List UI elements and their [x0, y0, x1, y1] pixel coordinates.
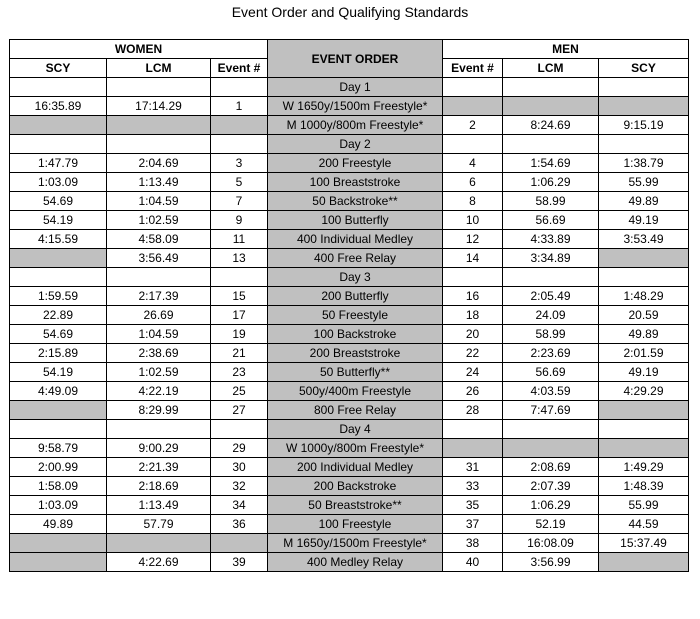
women-scy-cell: 1:58.09 [10, 477, 107, 496]
men-event-number-cell: 6 [443, 173, 503, 192]
men-event-number-cell: 28 [443, 401, 503, 420]
women-scy-cell: 54.69 [10, 192, 107, 211]
event-name-cell: 100 Butterfly [268, 211, 443, 230]
event-name-cell: 200 Freestyle [268, 154, 443, 173]
men-scy-cell: 1:48.29 [599, 287, 689, 306]
table-row [10, 458, 689, 477]
table-body [10, 78, 689, 572]
women-scy-cell [10, 534, 107, 553]
men-lcm-cell: 2:23.69 [503, 344, 599, 363]
women-lcm-cell: 2:38.69 [107, 344, 211, 363]
men-event-number-cell: 35 [443, 496, 503, 515]
women-lcm-cell: 17:14.29 [107, 97, 211, 116]
empty-cell [107, 420, 211, 439]
women-scy-cell: 54.19 [10, 363, 107, 382]
event-name-cell: 400 Medley Relay [268, 553, 443, 572]
women-scy-cell: 54.69 [10, 325, 107, 344]
women-lcm-cell: 2:18.69 [107, 477, 211, 496]
women-event-number-cell: 5 [211, 173, 268, 192]
table-row [10, 211, 689, 230]
women-lcm-cell: 1:04.59 [107, 325, 211, 344]
event-name-cell: M 1650y/1500m Freestyle* [268, 534, 443, 553]
day-label: Day 1 [268, 78, 443, 97]
empty-cell [599, 135, 689, 154]
table-row [10, 287, 689, 306]
day-row [10, 135, 689, 154]
men-lcm-cell [503, 439, 599, 458]
men-lcm-cell: 1:54.69 [503, 154, 599, 173]
day-label: Day 4 [268, 420, 443, 439]
table-row [10, 363, 689, 382]
women-lcm-cell: 2:04.69 [107, 154, 211, 173]
men-scy-header: SCY [599, 59, 689, 78]
women-event-number-header: Event # [211, 59, 268, 78]
men-lcm-cell: 58.99 [503, 325, 599, 344]
table-row [10, 306, 689, 325]
men-event-number-cell: 37 [443, 515, 503, 534]
empty-cell [211, 420, 268, 439]
women-event-number-cell: 17 [211, 306, 268, 325]
women-lcm-cell: 4:58.09 [107, 230, 211, 249]
men-lcm-cell: 2:07.39 [503, 477, 599, 496]
women-event-number-cell: 27 [211, 401, 268, 420]
men-scy-cell: 20.59 [599, 306, 689, 325]
women-scy-cell: 1:59.59 [10, 287, 107, 306]
men-event-number-cell: 31 [443, 458, 503, 477]
women-event-number-cell: 13 [211, 249, 268, 268]
women-lcm-cell: 57.79 [107, 515, 211, 534]
men-scy-cell [599, 249, 689, 268]
event-name-cell: 200 Breaststroke [268, 344, 443, 363]
men-event-number-header: Event # [443, 59, 503, 78]
women-lcm-cell: 4:22.19 [107, 382, 211, 401]
men-scy-cell: 4:29.29 [599, 382, 689, 401]
men-lcm-cell: 58.99 [503, 192, 599, 211]
women-lcm-cell: 9:00.29 [107, 439, 211, 458]
men-header: MEN [443, 40, 689, 59]
empty-cell [211, 78, 268, 97]
women-scy-cell: 4:15.59 [10, 230, 107, 249]
women-event-number-cell: 25 [211, 382, 268, 401]
men-lcm-cell: 1:06.29 [503, 173, 599, 192]
women-event-number-cell: 1 [211, 97, 268, 116]
day-row [10, 268, 689, 287]
men-event-number-cell [443, 97, 503, 116]
event-name-cell: 50 Backstroke** [268, 192, 443, 211]
women-event-number-cell: 15 [211, 287, 268, 306]
empty-cell [10, 420, 107, 439]
men-event-number-cell: 8 [443, 192, 503, 211]
table-row [10, 249, 689, 268]
event-name-cell: 200 Individual Medley [268, 458, 443, 477]
table-row [10, 116, 689, 135]
men-event-number-cell: 16 [443, 287, 503, 306]
table-row [10, 515, 689, 534]
men-lcm-header: LCM [503, 59, 599, 78]
women-scy-cell: 16:35.89 [10, 97, 107, 116]
table-row [10, 192, 689, 211]
table-row [10, 344, 689, 363]
event-name-cell: 400 Free Relay [268, 249, 443, 268]
women-event-number-cell: 11 [211, 230, 268, 249]
women-scy-cell: 54.19 [10, 211, 107, 230]
women-event-number-cell: 36 [211, 515, 268, 534]
men-event-number-cell: 18 [443, 306, 503, 325]
event-name-cell: 100 Backstroke [268, 325, 443, 344]
women-scy-cell: 1:03.09 [10, 496, 107, 515]
page-title: Event Order and Qualifying Standards [231, 4, 469, 20]
empty-cell [107, 78, 211, 97]
women-lcm-cell: 8:29.99 [107, 401, 211, 420]
empty-cell [443, 420, 503, 439]
women-scy-cell: 49.89 [10, 515, 107, 534]
event-name-cell: M 1000y/800m Freestyle* [268, 116, 443, 135]
empty-cell [443, 268, 503, 287]
event-name-cell: 50 Freestyle [268, 306, 443, 325]
men-event-number-cell [443, 439, 503, 458]
men-scy-cell: 44.59 [599, 515, 689, 534]
event-name-cell: 200 Backstroke [268, 477, 443, 496]
women-lcm-cell [107, 534, 211, 553]
women-lcm-cell: 3:56.49 [107, 249, 211, 268]
men-scy-cell: 49.89 [599, 325, 689, 344]
men-lcm-cell [503, 97, 599, 116]
standards-table [9, 39, 689, 572]
men-scy-cell: 9:15.19 [599, 116, 689, 135]
men-event-number-cell: 26 [443, 382, 503, 401]
empty-cell [443, 78, 503, 97]
men-lcm-cell: 1:06.29 [503, 496, 599, 515]
women-lcm-cell: 1:02.59 [107, 211, 211, 230]
women-lcm-header: LCM [107, 59, 211, 78]
women-lcm-cell: 2:21.39 [107, 458, 211, 477]
women-lcm-cell: 1:13.49 [107, 173, 211, 192]
men-event-number-cell: 24 [443, 363, 503, 382]
event-name-cell: 400 Individual Medley [268, 230, 443, 249]
men-lcm-cell: 7:47.69 [503, 401, 599, 420]
women-scy-header: SCY [10, 59, 107, 78]
empty-cell [10, 135, 107, 154]
men-lcm-cell: 56.69 [503, 363, 599, 382]
empty-cell [10, 268, 107, 287]
event-name-cell: 500y/400m Freestyle [268, 382, 443, 401]
table-row [10, 230, 689, 249]
men-lcm-cell: 52.19 [503, 515, 599, 534]
table-row [10, 553, 689, 572]
men-scy-cell: 1:48.39 [599, 477, 689, 496]
men-scy-cell: 15:37.49 [599, 534, 689, 553]
event-name-cell: 100 Breaststroke [268, 173, 443, 192]
men-event-number-cell: 33 [443, 477, 503, 496]
men-event-number-cell: 22 [443, 344, 503, 363]
men-event-number-cell: 14 [443, 249, 503, 268]
men-scy-cell: 49.89 [599, 192, 689, 211]
event-name-cell: W 1650y/1500m Freestyle* [268, 97, 443, 116]
men-scy-cell [599, 553, 689, 572]
table-row [10, 173, 689, 192]
men-lcm-cell: 4:03.59 [503, 382, 599, 401]
empty-cell [10, 78, 107, 97]
women-event-number-cell: 23 [211, 363, 268, 382]
men-event-number-cell: 12 [443, 230, 503, 249]
men-event-number-cell: 10 [443, 211, 503, 230]
table-row [10, 534, 689, 553]
men-lcm-cell: 4:33.89 [503, 230, 599, 249]
event-name-cell: 50 Butterfly** [268, 363, 443, 382]
table-row [10, 154, 689, 173]
women-lcm-cell: 26.69 [107, 306, 211, 325]
women-event-number-cell [211, 116, 268, 135]
men-scy-cell [599, 401, 689, 420]
men-event-number-cell: 2 [443, 116, 503, 135]
men-event-number-cell: 20 [443, 325, 503, 344]
event-name-cell: 800 Free Relay [268, 401, 443, 420]
men-lcm-cell: 3:34.89 [503, 249, 599, 268]
empty-cell [503, 420, 599, 439]
women-scy-cell: 22.89 [10, 306, 107, 325]
women-event-number-cell: 3 [211, 154, 268, 173]
women-lcm-cell: 2:17.39 [107, 287, 211, 306]
men-event-number-cell: 4 [443, 154, 503, 173]
women-scy-cell [10, 553, 107, 572]
table-row [10, 97, 689, 116]
day-row [10, 78, 689, 97]
table-row [10, 477, 689, 496]
event-name-cell: 200 Butterfly [268, 287, 443, 306]
women-scy-cell: 4:49.09 [10, 382, 107, 401]
event-order-header: EVENT ORDER [268, 40, 443, 78]
empty-cell [599, 78, 689, 97]
men-scy-cell: 55.99 [599, 173, 689, 192]
women-scy-cell [10, 249, 107, 268]
men-lcm-cell: 24.09 [503, 306, 599, 325]
men-scy-cell: 1:38.79 [599, 154, 689, 173]
women-event-number-cell: 30 [211, 458, 268, 477]
women-event-number-cell [211, 534, 268, 553]
empty-cell [503, 135, 599, 154]
men-scy-cell: 49.19 [599, 363, 689, 382]
event-name-cell: W 1000y/800m Freestyle* [268, 439, 443, 458]
women-scy-cell: 1:47.79 [10, 154, 107, 173]
event-name-cell: 100 Freestyle [268, 515, 443, 534]
empty-cell [443, 135, 503, 154]
women-scy-cell: 1:03.09 [10, 173, 107, 192]
empty-cell [211, 135, 268, 154]
men-lcm-cell: 8:24.69 [503, 116, 599, 135]
empty-cell [599, 268, 689, 287]
empty-cell [599, 420, 689, 439]
day-row [10, 420, 689, 439]
women-event-number-cell: 9 [211, 211, 268, 230]
men-lcm-cell: 56.69 [503, 211, 599, 230]
men-scy-cell: 49.19 [599, 211, 689, 230]
empty-cell [503, 78, 599, 97]
empty-cell [503, 268, 599, 287]
table-row [10, 325, 689, 344]
men-scy-cell: 1:49.29 [599, 458, 689, 477]
women-scy-cell [10, 401, 107, 420]
women-lcm-cell: 1:02.59 [107, 363, 211, 382]
women-scy-cell [10, 116, 107, 135]
women-lcm-cell [107, 116, 211, 135]
men-lcm-cell: 16:08.09 [503, 534, 599, 553]
women-header: WOMEN [10, 40, 268, 59]
empty-cell [107, 268, 211, 287]
men-scy-cell [599, 97, 689, 116]
empty-cell [107, 135, 211, 154]
empty-cell [211, 268, 268, 287]
men-event-number-cell: 38 [443, 534, 503, 553]
women-event-number-cell: 7 [211, 192, 268, 211]
day-label: Day 2 [268, 135, 443, 154]
women-event-number-cell: 39 [211, 553, 268, 572]
event-name-cell: 50 Breaststroke** [268, 496, 443, 515]
table-row [10, 439, 689, 458]
women-scy-cell: 2:15.89 [10, 344, 107, 363]
table-row [10, 496, 689, 515]
women-scy-cell: 9:58.79 [10, 439, 107, 458]
table-row [10, 382, 689, 401]
men-scy-cell: 3:53.49 [599, 230, 689, 249]
women-lcm-cell: 1:04.59 [107, 192, 211, 211]
men-scy-cell [599, 439, 689, 458]
women-lcm-cell: 1:13.49 [107, 496, 211, 515]
men-scy-cell: 55.99 [599, 496, 689, 515]
women-scy-cell: 2:00.99 [10, 458, 107, 477]
table-row [10, 401, 689, 420]
men-lcm-cell: 3:56.99 [503, 553, 599, 572]
women-lcm-cell: 4:22.69 [107, 553, 211, 572]
men-event-number-cell: 40 [443, 553, 503, 572]
women-event-number-cell: 19 [211, 325, 268, 344]
women-event-number-cell: 21 [211, 344, 268, 363]
men-scy-cell: 2:01.59 [599, 344, 689, 363]
women-event-number-cell: 34 [211, 496, 268, 515]
men-lcm-cell: 2:05.49 [503, 287, 599, 306]
day-label: Day 3 [268, 268, 443, 287]
women-event-number-cell: 29 [211, 439, 268, 458]
men-lcm-cell: 2:08.69 [503, 458, 599, 477]
women-event-number-cell: 32 [211, 477, 268, 496]
